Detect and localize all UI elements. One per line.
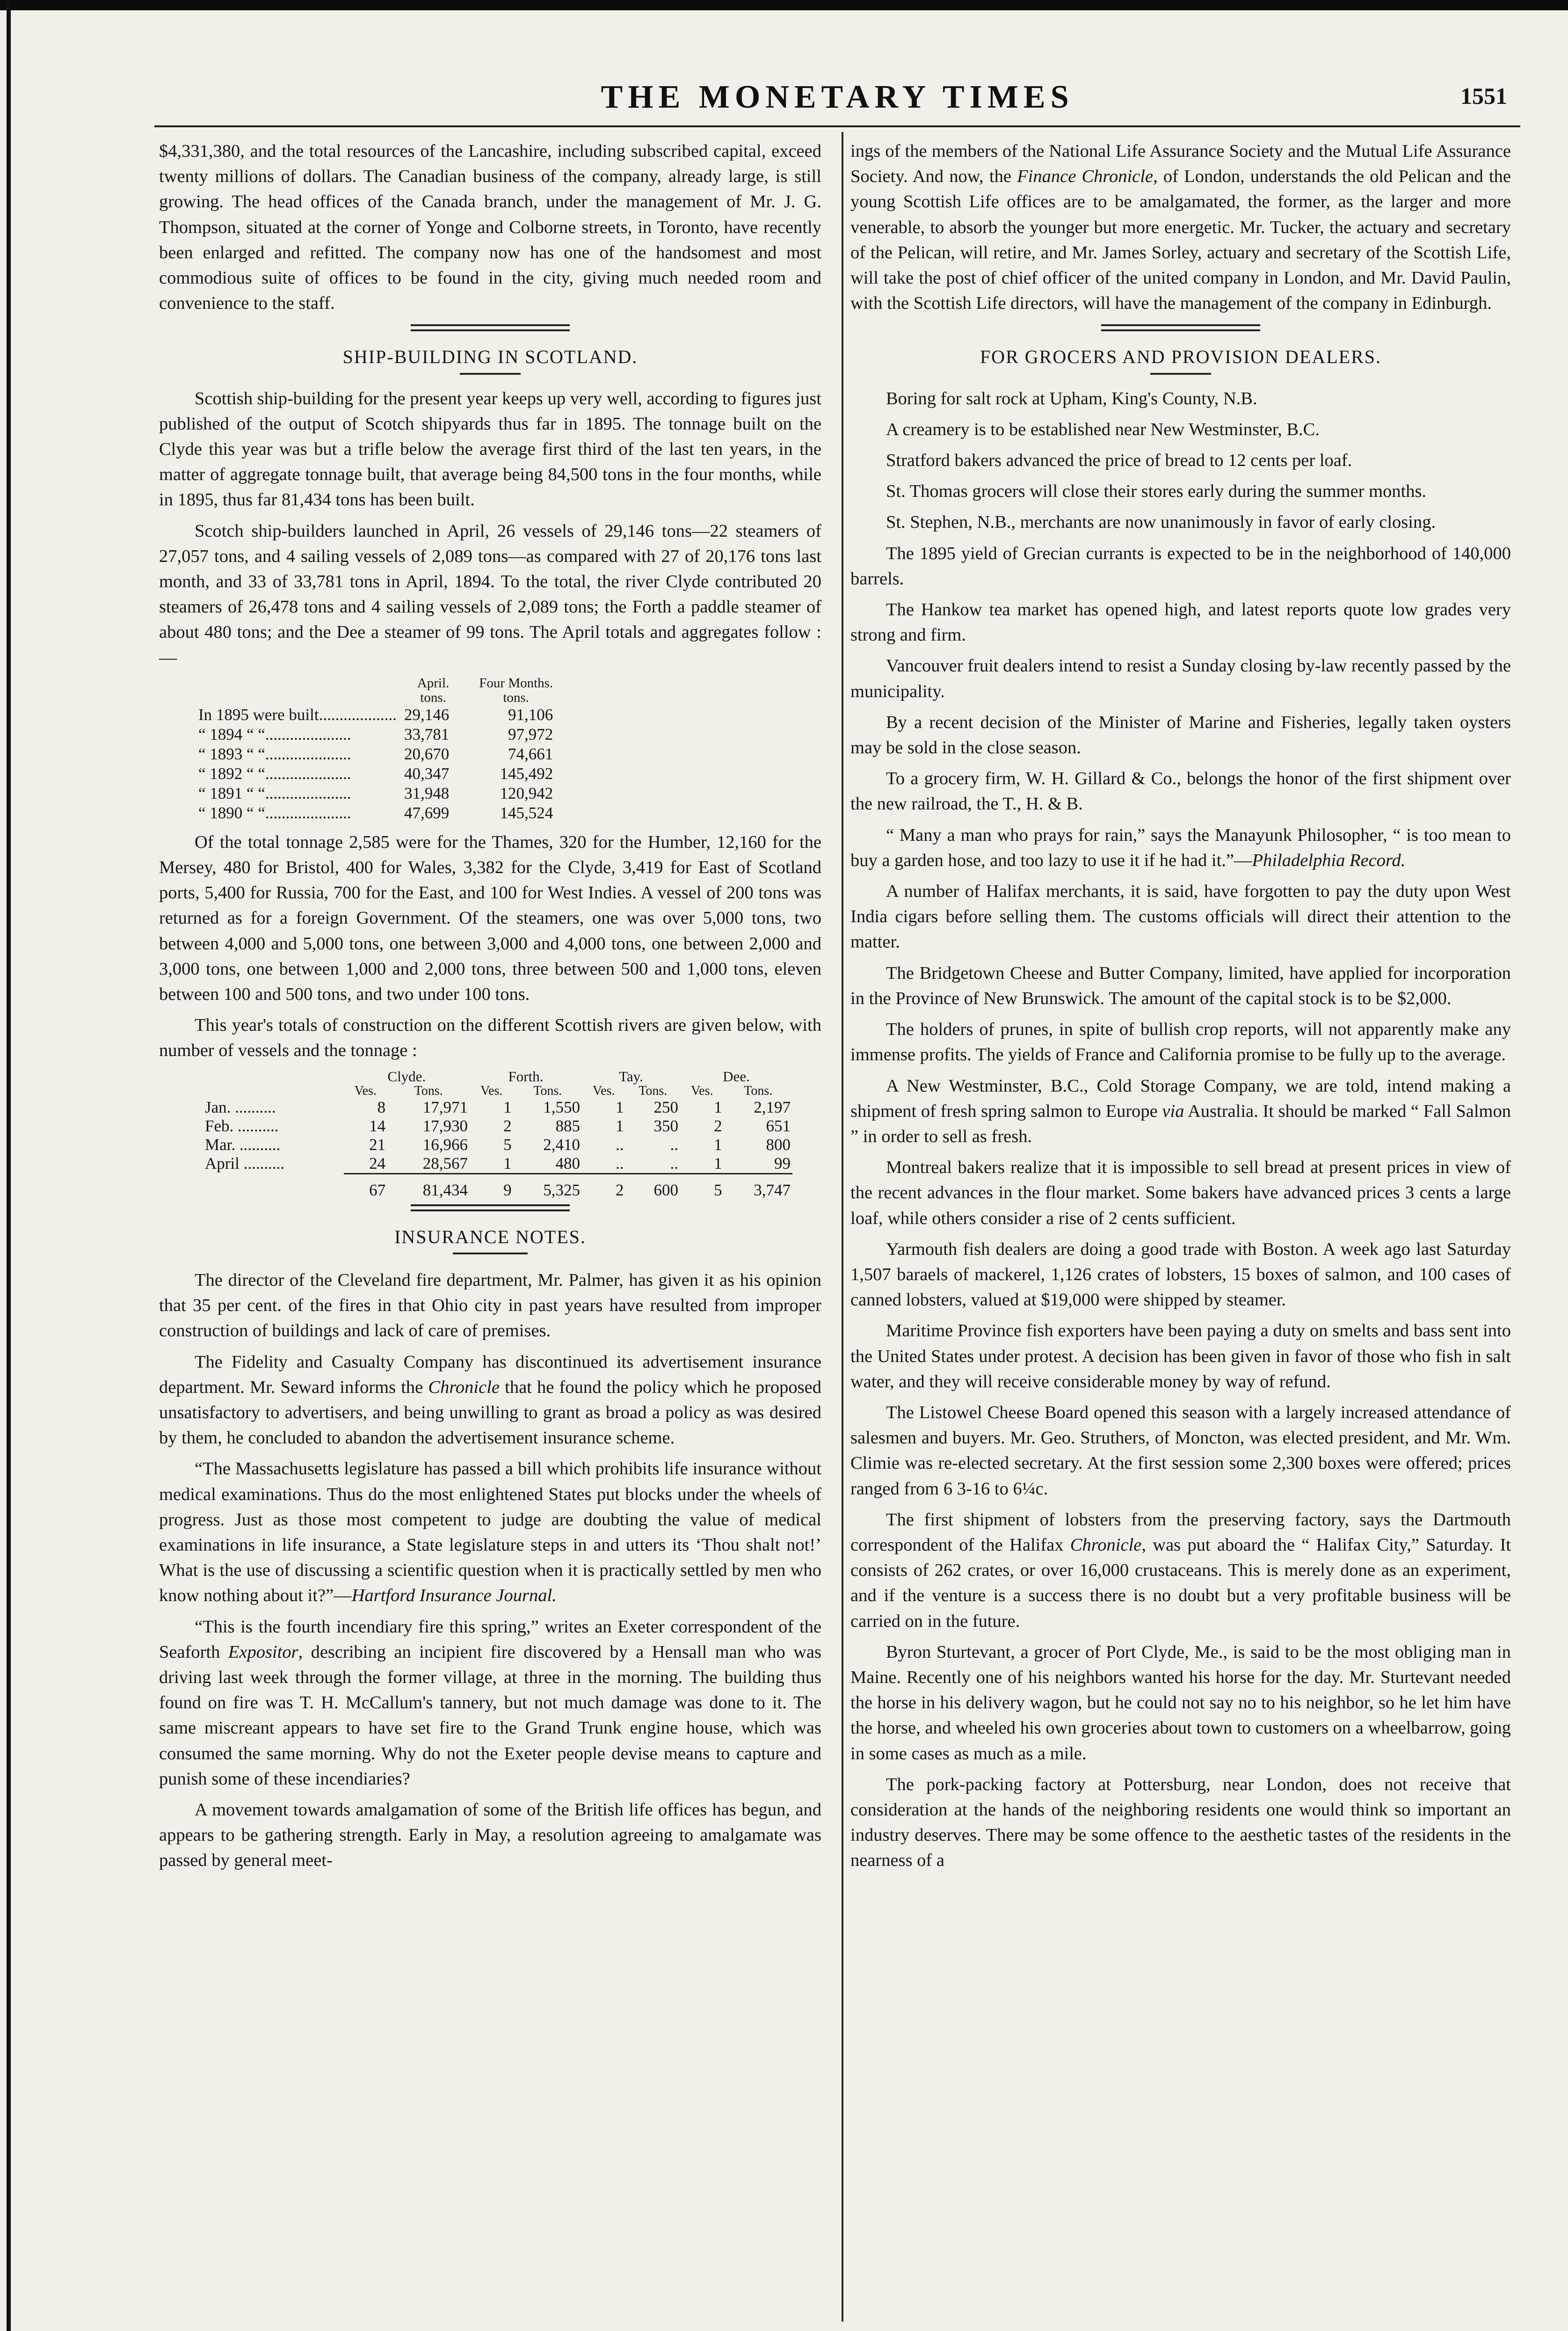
insurance-paragraph: “This is the fourth incendiary fire this spring,” writes an Exeter correspondent of the Seaforth Expositor, describing an incipient fire discovered by a Hensall man who was driving last week through the former village, at three in the morning. The building thus found on fire was T. H. McCallum's tannery, but not much damage was done to it. The same miscreant appears to have set fire to the Grand Trunk engine house, which was consumed the same morning. Why do not the Exeter people devise means to capture and punish some of these incendiaries? [159, 1617, 821, 1789]
news-item: A number of Halifax merchants, it is said, have forgotten to pay the duty upon West India cigars before selling them. The customs officials will direct their attention to the matter. [850, 881, 1511, 952]
column-header: Four Months. tons. [479, 675, 553, 705]
page-header [154, 79, 1520, 125]
rivers-table [203, 1069, 792, 1200]
news-item: By a recent decision of the Minister of Marine and Fisheries, legally taken oysters may be sold in the close season. [850, 712, 1511, 758]
news-item: Maritime Province fish exporters have been paying a duty on smelts and bass sent into the United States under protest. A decision has been given in favor of those who fish in salt water, and they will receive considerable money by way of refund. [850, 1321, 1511, 1391]
insurance-continuation: ings of the members of the National Life Assurance Society and the Mutual Life Assurance Society. And now, the Finance Chronicle, of London, understands the old Pelican and the young Scottish Life offices are to be amalgamated, the former, as the larger and more venerable, to absorb the younger but more energetic. Mr. Tucker, the actuary and secretary of the Pelican, will retire, and Mr. James Sorley, actuary and secretary of the Scottish Life, will take the post of chief officer of the united company in London, and Mr. David Paulin, with the Scottish Life directors, will have the management of the company in Edinburgh. [850, 141, 1511, 313]
table-row: “ 1894 “ “..................... 33,781 97,972 [198, 725, 553, 743]
insurance-heading: INSURANCE NOTES. [394, 1226, 586, 1247]
column-header: April. tons. [417, 675, 450, 705]
table-row: “ 1891 “ “..................... 31,948 120,942 [198, 784, 553, 802]
insurance-paragraph: The Fidelity and Casualty Company has discontinued its advertisement insurance department. Mr. Seward informs the Chronicle that he found the policy which he proposed unsatisfactory to advertisers, and being unwilling to grant as broad a policy as was desired by them, he concluded to abandon the advertisement insurance scheme. [159, 1352, 821, 1448]
lancashire-paragraph: $4,331,380, and the total resources of the Lancashire, including subscribed capital, exceed twenty millions of dollars. The Canadian business of the company, already large, is still growing. The head offices of the Canada branch, under the management of Mr. J. G. Thompson, situated at the corner of Yonge and Colborne streets, in Toronto, have recently been enlarged and refitted. The company now has one of the handsomest and most commodious suite of offices to be found in the city, giving much needed room and convenience to the staff. [159, 141, 821, 313]
news-item: The Bridgetown Cheese and Butter Company, limited, have applied for incorporation in the Province of New Brunswick. The amount of the capital stock is to be $2,000. [850, 963, 1511, 1008]
news-item: The pork-packing factory at Pottersburg, near London, does not receive that consideration at the hands of the neighboring residents one would think so important an industry deserves. There may be some offence to the aesthetic tastes of the residents in the nearness of a [850, 1774, 1511, 1871]
news-item: Montreal bakers realize that it is impossible to sell bread at present prices in view of the recent advances in the flour market. Some bakers have advanced prices 3 cents a large loaf, while others consider a rise of 2 cents sufficient. [850, 1158, 1511, 1228]
left-column [159, 138, 821, 1879]
news-item: Boring for salt rock at Upham, King's County, N.B. [886, 388, 1257, 408]
left-border [7, 0, 11, 2331]
masthead-title: THE MONETARY TIMES [601, 79, 1074, 115]
top-border [0, 0, 1568, 10]
news-item: A New Westminster, B.C., Cold Storage Company, we are told, intend making a shipment of fresh spring salmon to Europe via Australia. It should be marked “ Fall Salmon ” in order to sell as fresh. [850, 1076, 1511, 1146]
table-row: Feb. .......... 14 17,930 2 885 1 350 2 651 [205, 1116, 791, 1135]
table-row: “ 1890 “ “..................... 47,699 145,524 [198, 803, 553, 822]
section-divider [411, 1204, 570, 1211]
news-item: “ Many a man who prays for rain,” says the Manayunk Philosopher, “ is too mean to buy a garden hose, and too lazy to use it if he had it.”—Philadelphia Record. [850, 825, 1511, 870]
news-item: The Listowel Cheese Board opened this season with a largely increased attendance of salesmen and buyers. Mr. Geo. Struthers, of Moncton, was elected president, and Mr. Wm. Climie was re-elected secretary. At the first session some 2,300 boxes were offered; prices ranged from 6 3-16 to 6¼c. [850, 1402, 1511, 1499]
shipbuilding-paragraph: Scotch ship-builders launched in April, 26 vessels of 29,146 tons—22 steamers of 27,057 tons, and 4 sailing vessels of 2,089 tons—as compared with 27 of 20,176 tons last month, and 33 of 33,781 tons in April, 1894. To the total, the river Clyde contributed 20 steamers of 26,478 tons and 4 sailing vessels of 2,089 tons; the Forth a paddle steamer of about 480 tons; and the Dee a steamer of 99 tons. The April totals and aggregates follow :— [159, 521, 821, 668]
news-item: To a grocery firm, W. H. Gillard & Co., belongs the honor of the first shipment over the new railroad, the T., H. & B. [850, 769, 1511, 814]
news-item: The 1895 yield of Grecian currants is expected to be in the neighborhood of 140,000 barrels. [850, 543, 1511, 589]
shipbuilding-paragraph: Scottish ship-building for the present year keeps up very well, according to figures just published of the output of Scotch shipyards thus far in 1895. The tonnage built on the Clyde this year was but a trifle below the average first third of the last ten years, in the matter of aggregate tonnage built, that average being 84,500 tons in the four months, while in 1895, thus far 81,434 tons has been built. [159, 388, 821, 510]
april-totals-table [196, 676, 555, 823]
heading-rule [453, 1253, 528, 1254]
grocers-heading: FOR GROCERS AND PROVISION DEALERS. [980, 346, 1382, 368]
table-group-row: Clyde. Forth. Tay. Dee. [387, 1068, 750, 1085]
column-divider [842, 132, 843, 2322]
news-item: St. Stephen, N.B., merchants are now unanimously in favor of early closing. [886, 512, 1436, 532]
news-item: The Hankow tea market has opened high, and latest reports quote low grades very strong and firm. [850, 600, 1511, 645]
right-column [850, 138, 1511, 1879]
section-divider [411, 324, 570, 331]
news-item: Vancouver fruit dealers intend to resist a Sunday closing by-law recently passed by the municipality. [850, 656, 1511, 701]
table-header-row [196, 676, 555, 705]
news-item: A creamery is to be established near New Westminster, B.C. [886, 419, 1320, 439]
news-item: The holders of prunes, in spite of bullish crop reports, will not apparently make any immense profits. The yields of France and California promise to be fully up to the average. [850, 1020, 1511, 1065]
page-number: 1551 [1460, 83, 1507, 109]
table-row: In 1895 were built................... 29,146 91,106 [198, 705, 553, 724]
insurance-paragraph: The director of the Cleveland fire department, Mr. Palmer, has given it as his opinion that 35 per cent. of the fires in that Ohio city in past years have resulted from improper construction of buildings and lack of care of premises. [159, 1270, 821, 1341]
news-item: St. Thomas grocers will close their stores early during the summer months. [886, 481, 1427, 502]
shipbuilding-heading: SHIP-BUILDING IN SCOTLAND. [342, 346, 638, 368]
header-rule [154, 125, 1520, 127]
section-divider [1101, 324, 1260, 331]
heading-rule [1150, 373, 1211, 375]
news-item: Byron Sturtevant, a grocer of Port Clyde, Me., is said to be the most obliging man in Maine. Recently one of his neighbors wanted his horse for the day. Mr. Sturtevant needed the horse in his delivery wagon, but he could not say no to his neighbor, so he let him have the horse, and wheeled his own groceries about town to customers on a wheelbarrow, going in some cases as much as a mile. [850, 1642, 1511, 1763]
insurance-paragraph: A movement towards amalgamation of some of the British life offices has begun, and appears to be gathering strength. Early in May, a resolution agreeing to amalgamate was passed by general meet- [159, 1799, 821, 1871]
shipbuilding-paragraph: This year's totals of construction on the different Scottish rivers are given below, with number of vessels and the tonnage : [159, 1015, 821, 1061]
table-subheader-row: Ves. Tons. Ves. Tons. Ves. Tons. Ves. Tons. [354, 1083, 773, 1098]
heading-rule [460, 373, 521, 375]
news-item: Stratford bakers advanced the price of bread to 12 cents per loaf. [886, 451, 1352, 471]
news-item: Yarmouth fish dealers are doing a good trade with Boston. A week ago last Saturday 1,507 baraels of mackerel, 1,126 crates of lobsters, 15 boxes of salmon, and 100 cases of canned lobsters, valued at $19,000 were shipped by steamer. [850, 1239, 1511, 1310]
table-rule-row [203, 1173, 792, 1178]
table-row: April .......... 24 28,567 1 480 .. .. 1 99 [205, 1154, 791, 1173]
table-row: “ 1892 “ “..................... 40,347 145,492 [198, 764, 553, 783]
table-row: “ 1893 “ “..................... 20,670 74,661 [198, 744, 553, 763]
news-item: The first shipment of lobsters from the preserving factory, says the Dartmouth correspondent of the Halifax Chronicle, was put aboard the “ Halifax City,” Saturday. It consists of 262 crates, or over 16,000 crustaceans. This is merely done as an experiment, and if the venture is a success there is no doubt but a very profitable business will be carried on in the future. [850, 1509, 1511, 1631]
table-total-row: 67 81,434 9 5,325 2 600 5 3,747 [369, 1180, 791, 1199]
insurance-paragraph: “The Massachusetts legislature has passed a bill which prohibits life insurance without medical examinations. Thus do the most enlightened States put blocks under the wheels of progress. Just as those most competent to judge are doubting the value of medical examinations in life insurance, a State legislature steps in and utters its ‘Thou shalt not!’ What is the use of discussing a scientific question when it is practically settled by men who know nothing about it?”—Hartford Insurance Journal. [159, 1459, 821, 1606]
table-row: Mar. .......... 21 16,966 5 2,410 .. .. 1 800 [205, 1135, 791, 1154]
table-row: Jan. .......... 8 17,971 1 1,550 1 250 1 2,197 [205, 1098, 791, 1116]
shipbuilding-paragraph: Of the total tonnage 2,585 were for the Thames, 320 for the Humber, 12,160 for the Mersey, 480 for Bristol, 400 for Wales, 3,382 for the Clyde, 3,419 for East of Scotland ports, 5,400 for Russia, 700 for the East, and 100 for West Indies. A vessel of 200 tons was returned as for a foreign Government. Of the steamers, one was over 5,000 tons, two between 4,000 and 5,000 tons, one between 3,000 and 4,000 tons, one between 2,000 and 3,000 tons, one between 1,000 and 2,000 tons, three between 500 and 1,000 tons, eleven between 100 and 500 tons, and two under 100 tons. [159, 832, 821, 1005]
